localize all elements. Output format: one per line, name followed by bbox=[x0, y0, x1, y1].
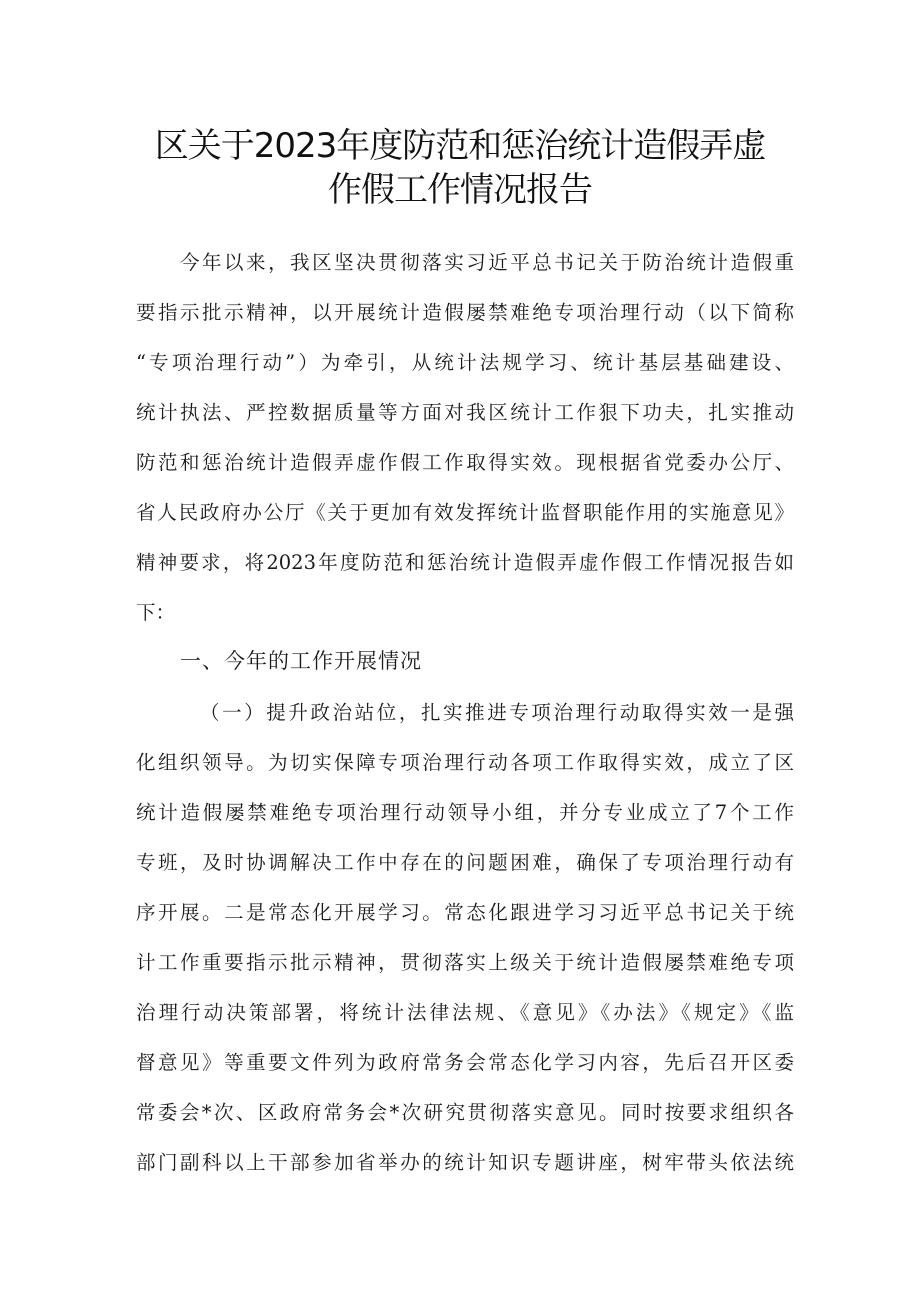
paragraph-line: 统计造假屡禁难绝专项治理行动领导小组，并分专业成立了7个工作 bbox=[136, 801, 794, 824]
paragraph-line: 下： bbox=[136, 601, 176, 624]
paragraph-line: 常委会*次、区政府常务会*次研究贯彻落实意见。同时按要求组织各 bbox=[136, 1101, 794, 1124]
paragraph-line: 治理行动决策部署，将统计法律法规、《意见》《办法》《规定》《监 bbox=[136, 1001, 794, 1024]
paragraph-line: 序开展。二是常态化开展学习。常态化跟进学习习近平总书记关于统 bbox=[136, 901, 794, 924]
paragraph-line: 督意见》等重要文件列为政府常务会常态化学习内容，先后召开区委 bbox=[136, 1051, 794, 1074]
document-title-line-1: 区关于2023年度防范和惩治统计造假弄虚 bbox=[154, 126, 766, 166]
paragraph-line: 省人民政府办公厅《关于更加有效发挥统计监督职能作用的实施意见》 bbox=[136, 501, 794, 524]
paragraph-line: 防范和惩治统计造假弄虚作假工作取得实效。现根据省党委办公厅、 bbox=[136, 451, 794, 474]
document-title-line-2: 作假工作情况报告 bbox=[328, 170, 592, 210]
section-heading: 一、今年的工作开展情况 bbox=[180, 649, 422, 673]
paragraph-line: 化组织领导。为切实保障专项治理行动各项工作取得实效，成立了区 bbox=[136, 751, 794, 774]
paragraph-line: 精神要求，将2023年度防范和惩治统计造假弄虚作假工作情况报告如 bbox=[136, 551, 794, 574]
paragraph-line: 专班，及时协调解决工作中存在的问题困难，确保了专项治理行动有 bbox=[136, 851, 794, 874]
paragraph-line: 部门副科以上干部参加省举办的统计知识专题讲座，树牢带头依法统 bbox=[136, 1151, 794, 1174]
paragraph-line: 今年以来，我区坚决贯彻落实习近平总书记关于防治统计造假重 bbox=[180, 251, 794, 274]
paragraph-line: 计工作重要指示批示精神，贯彻落实上级关于统计造假屡禁难绝专项 bbox=[136, 951, 794, 974]
paragraph-line: （一）提升政治站位，扎实推进专项治理行动取得实效一是强 bbox=[200, 701, 794, 724]
paragraph-line: 统计执法、严控数据质量等方面对我区统计工作狠下功夫，扎实推动 bbox=[136, 401, 794, 424]
paragraph-line: “专项治理行动”）为牵引，从统计法规学习、统计基层基础建设、 bbox=[136, 351, 794, 374]
paragraph-line: 要指示批示精神，以开展统计造假屡禁难绝专项治理行动（以下简称 bbox=[136, 301, 794, 324]
